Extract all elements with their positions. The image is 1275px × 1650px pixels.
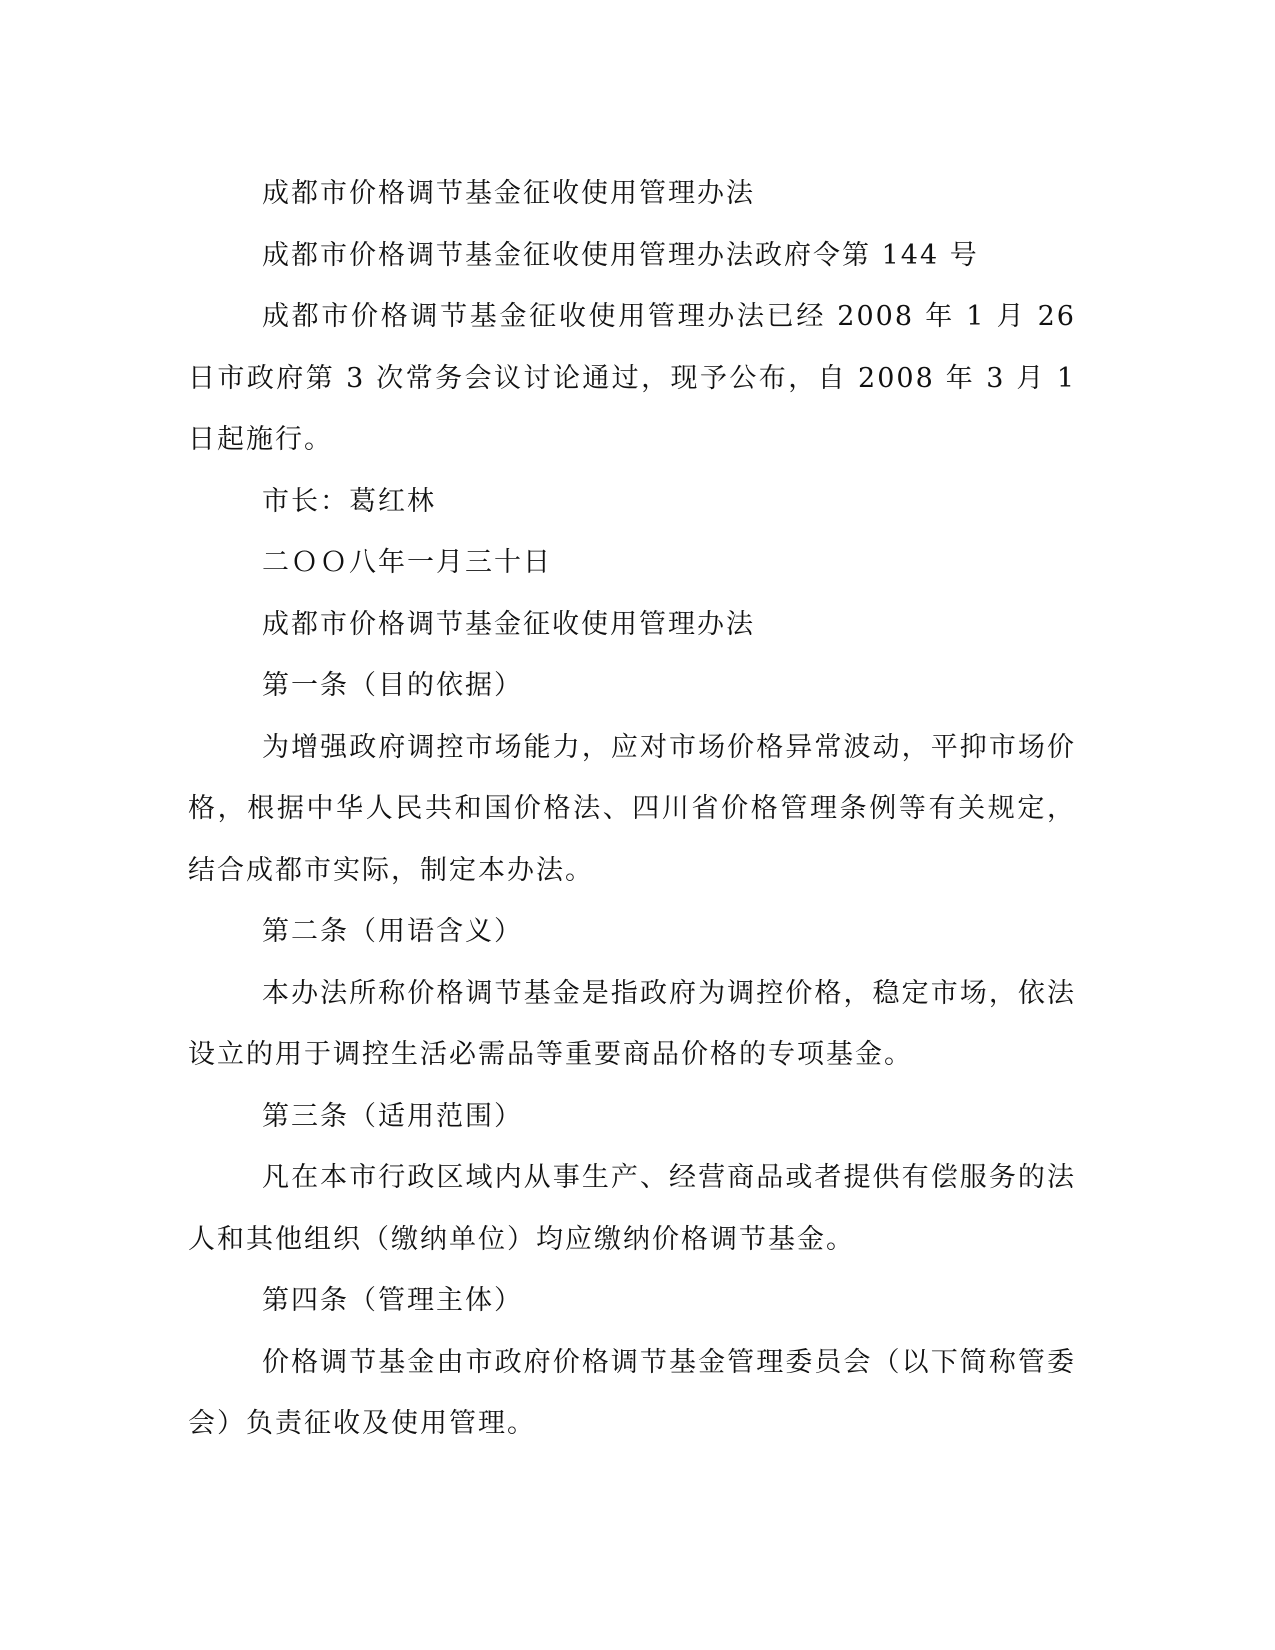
mayor-signature: 市长：葛红林 bbox=[262, 485, 436, 517]
document-title: 成都市价格调节基金征收使用管理办法 bbox=[262, 178, 755, 209]
regulation-title: 成都市价格调节基金征收使用管理办法 bbox=[262, 608, 755, 640]
article-1-heading: 第一条（目的依据） bbox=[262, 670, 523, 701]
article-3-body: 凡在本市行政区域内从事生产、经营商品或者提供有偿服务的法人和其他组织（缴纳单位）均应缴纳价格调节基金。 bbox=[188, 1162, 1076, 1255]
article-2-heading: 第二条（用语含义） bbox=[262, 916, 523, 947]
article-3-heading: 第三条（适用范围） bbox=[262, 1100, 523, 1132]
article-4-body: 价格调节基金由市政府价格调节基金管理委员会（以下简称管委会）负责征收及使用管理。 bbox=[188, 1346, 1076, 1439]
document-body bbox=[188, 163, 1076, 1455]
promulgation-text: 成都市价格调节基金征收使用管理办法已经 2008 年 1 月 26 日市政府第 3 次常务会议讨论通过，现予公布，自 2008 年 3 月 1 日起施行。 bbox=[188, 301, 1076, 455]
article-1-body: 为增强政府调控市场能力，应对市场价格异常波动，平抑市场价格，根据中华人民共和国价格法、四川省价格管理条例等有关规定，结合成都市实际，制定本办法。 bbox=[188, 731, 1076, 886]
article-4-heading: 第四条（管理主体） bbox=[262, 1285, 523, 1316]
article-2-body: 本办法所称价格调节基金是指政府为调控价格，稳定市场，依法设立的用于调控生活必需品等重要商品价格的专项基金。 bbox=[188, 977, 1076, 1070]
decree-number: 成都市价格调节基金征收使用管理办法政府令第 144 号 bbox=[262, 239, 979, 271]
issue-date: 二ＯＯ八年一月三十日 bbox=[262, 547, 552, 578]
